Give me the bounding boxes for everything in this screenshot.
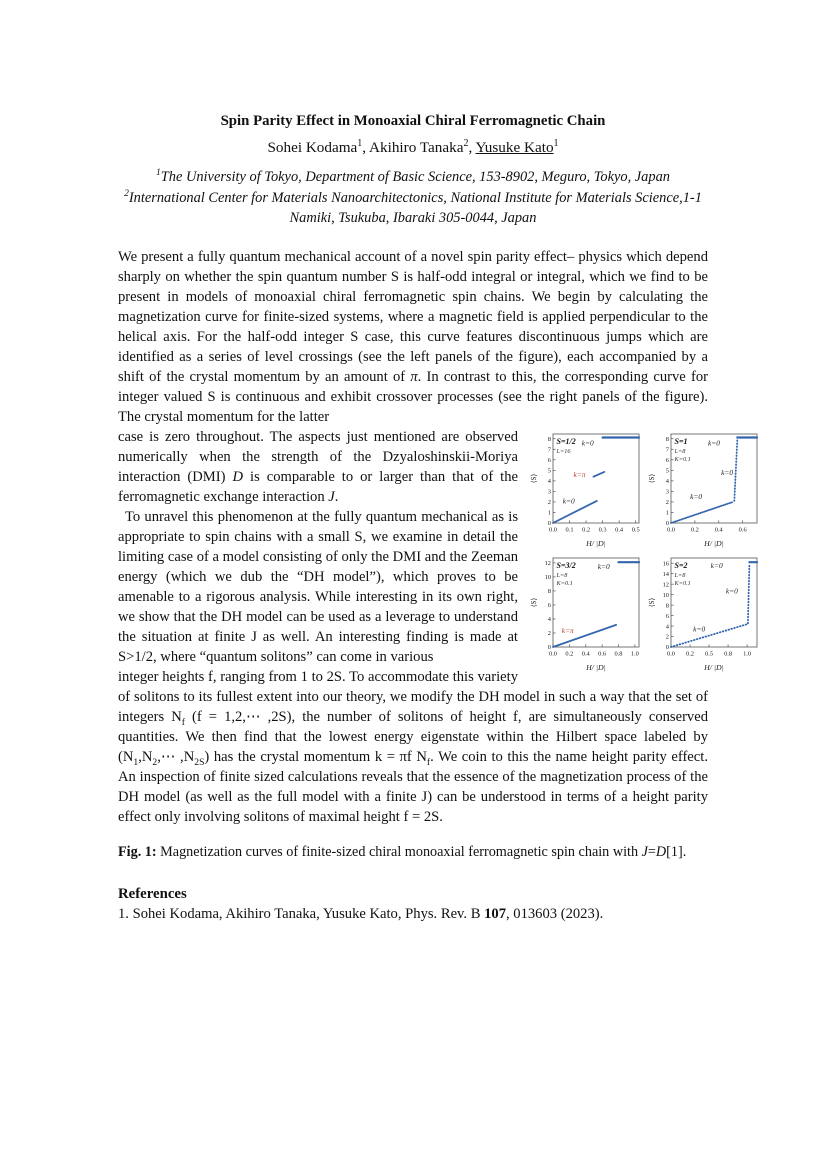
svg-text:8: 8: [547, 587, 551, 595]
svg-text:S=1/2: S=1/2: [556, 436, 576, 446]
svg-text:0.8: 0.8: [724, 650, 733, 658]
svg-text:7: 7: [547, 446, 551, 454]
svg-text:0.2: 0.2: [582, 526, 591, 534]
svg-text:0.2: 0.2: [565, 650, 574, 658]
affiliation-line-2: $^2$International Center for Materials Nanoarchitectonics, National Institute for Materials Science,1-1 Namiki, Tsukuba, Ibaraki 305-0044, Japan: [124, 188, 702, 227]
abstract-paragraph-4: integer heights f, ranging from 1 to 2S. To accommodate this variety of solitons to its fullest extent into our theory, we modify the DH model in such a way that the set of integers $N_f$ (f = 1,2,⋯ ,2S), the number of solitons of height f, are simultaneously conserved quantities. We then find that the lowest energy eigenstate within the Hilbert space labeled by ($N_1,N_2,\cdots$ $,N_{2S}$) has the crystal momentum k = πf $N_f$. We coin to this the name height parity effect. An inspection of finite sized calculations reveals that the essence of the magnetization process of the DH model (as well as the full model with a finite J) can be understood in terms of a height parity effect only involving solitons of maximal height f = 2S.: [118, 668, 708, 825]
svg-text:H/ |D|: H/ |D|: [586, 538, 606, 548]
svg-text:0.4: 0.4: [615, 526, 624, 534]
svg-text:k=0: k=0: [693, 624, 706, 634]
figure-panel-s-three-half: [528, 553, 644, 673]
svg-text:0: 0: [665, 643, 669, 651]
svg-text:K=0.1: K=0.1: [556, 579, 573, 587]
svg-text:8: 8: [547, 435, 551, 443]
svg-text:k=0: k=0: [725, 586, 738, 596]
figure-panel-s-1: [646, 429, 762, 549]
svg-text:2: 2: [665, 633, 669, 641]
svg-text:8: 8: [665, 435, 669, 443]
svg-text:k=0: k=0: [581, 438, 594, 448]
svg-text:4: 4: [665, 477, 669, 485]
svg-text:k=0: k=0: [597, 561, 610, 571]
svg-text:k=0: k=0: [721, 467, 734, 477]
svg-text:0: 0: [665, 519, 669, 527]
svg-text:0.0: 0.0: [667, 650, 675, 658]
figure-panel-s-2: [646, 553, 762, 673]
svg-text:k=π: k=π: [573, 469, 586, 479]
svg-text:K=0.1: K=0.1: [674, 455, 691, 463]
svg-text:6: 6: [665, 612, 669, 620]
svg-text:S=3/2: S=3/2: [556, 560, 576, 570]
svg-text:0.0: 0.0: [549, 650, 557, 658]
svg-text:S=1: S=1: [674, 436, 688, 446]
references-heading: References: [118, 885, 187, 902]
svg-text:⟨S⟩: ⟨S⟩: [530, 597, 538, 607]
abstract-paragraph-1: We present a fully quantum mechanical account of a novel spin parity effect– physics which depend sharply on whether the spin quantum number S is half-odd integral or integral, which we find to be present in models of monoaxial chiral ferromagnetic spin chains. We begin by calculating the magnetization curve for finite-sized systems, where a magnetic field is applied perpendicular to the helical axis. For the half-odd integer S case, this curve features discontinuous jumps which are identified as a series of level crossings (see the left panels of the figure), each accompanied by a shift of the crystal momentum by an amount of π. In contrast to this, the corresponding curve for integer valued S is continuous and exhibit crossover processes (see the right panels of the figure). The crystal momentum for the latter: [118, 248, 708, 425]
svg-text:12: 12: [662, 581, 669, 589]
svg-text:4: 4: [547, 477, 551, 485]
svg-text:⟨S⟩: ⟨S⟩: [648, 473, 656, 483]
svg-text:2: 2: [665, 498, 669, 506]
svg-text:k=0: k=0: [710, 560, 723, 570]
svg-text:⟨S⟩: ⟨S⟩: [648, 597, 656, 607]
svg-text:L=8: L=8: [674, 571, 686, 579]
svg-text:k=0: k=0: [690, 491, 703, 501]
svg-text:5: 5: [665, 467, 669, 475]
svg-text:5: 5: [547, 467, 551, 475]
paper-title: Spin Parity Effect in Monoaxial Chiral Ferromagnetic Chain: [220, 113, 606, 129]
svg-text:1: 1: [665, 509, 669, 517]
svg-text:k=0: k=0: [562, 496, 575, 506]
svg-text:0.1: 0.1: [565, 526, 574, 534]
svg-text:6: 6: [665, 456, 669, 464]
svg-text:0.8: 0.8: [614, 650, 623, 658]
svg-text:0.3: 0.3: [598, 526, 607, 534]
abstract-paragraph-3: To unravel this phenomenon at the fully quantum mechanical as is appropriate to spin chains with a small S, we examine in detail the limiting case of a model consisting of only the DMI and the Zeeman energy (which we dub the “DH model”), which proves to be amenable to a rigorous analysis. While interesting in its own right, we show that the DH model can be used as a leverage to understand the situation at finite J as well. An interesting finding is made at S>1/2, where “quantum solitons” can come in various: [118, 508, 518, 665]
svg-text:10: 10: [662, 591, 669, 599]
svg-text:0.4: 0.4: [581, 650, 590, 658]
svg-text:L=8: L=8: [674, 447, 686, 455]
affiliation-line-1: $^1$The University of Tokyo, Department of Basic Science, 153-8902, Meguro, Tokyo, Japan: [156, 168, 670, 185]
svg-text:0: 0: [547, 643, 551, 651]
svg-text:H/ |D|: H/ |D|: [586, 662, 606, 672]
svg-text:k=π: k=π: [561, 625, 574, 635]
svg-text:K=0.1: K=0.1: [674, 579, 691, 587]
figure-panel-s-half: [528, 429, 644, 549]
svg-text:10: 10: [544, 573, 551, 581]
svg-text:2: 2: [547, 498, 551, 506]
svg-text:0: 0: [547, 519, 551, 527]
svg-text:⟨S⟩: ⟨S⟩: [530, 473, 538, 483]
svg-text:6: 6: [547, 601, 551, 609]
svg-text:0.2: 0.2: [690, 526, 699, 534]
svg-text:2: 2: [547, 629, 551, 637]
svg-text:4: 4: [665, 623, 669, 631]
svg-text:3: 3: [665, 488, 669, 496]
page-content: [118, 0, 752, 923]
svg-text:8: 8: [665, 602, 669, 610]
svg-text:16: 16: [662, 560, 669, 568]
svg-text:0.5: 0.5: [705, 650, 714, 658]
reference-item-1: 1. Sohei Kodama, Akihiro Tanaka, Yusuke Kato, Phys. Rev. B 107, 013603 (2023).: [118, 905, 604, 922]
svg-text:7: 7: [665, 446, 669, 454]
svg-text:6: 6: [547, 456, 551, 464]
abstract-body: [118, 247, 752, 827]
authors-line: Sohei Kodama$^1$, Akihiro Tanaka$^2$, Yusuke Kato$^1$: [267, 137, 559, 156]
svg-text:14: 14: [662, 570, 669, 578]
svg-text:1.0: 1.0: [630, 650, 639, 658]
figure-1: [528, 429, 762, 673]
svg-text:1: 1: [547, 509, 551, 517]
abstract-paragraph-2: case is zero throughout. The aspects just mentioned are observed numerically when the strength of the Dzyaloshinskii-Moriya interaction (DMI) D is comparable to or larger than that of the ferromagnetic exchange interaction J.: [118, 428, 519, 505]
svg-text:1.0: 1.0: [743, 650, 752, 658]
svg-text:k=0: k=0: [708, 438, 720, 448]
svg-text:0.6: 0.6: [598, 650, 607, 658]
svg-text:S=2: S=2: [674, 560, 688, 570]
svg-text:4: 4: [547, 615, 551, 623]
svg-text:0.5: 0.5: [631, 526, 640, 534]
svg-text:12: 12: [544, 559, 551, 567]
svg-text:3: 3: [547, 488, 551, 496]
svg-text:0.0: 0.0: [667, 526, 675, 534]
svg-text:0.4: 0.4: [714, 526, 723, 534]
svg-text:H/ |D|: H/ |D|: [704, 662, 724, 672]
svg-text:H/ |D|: H/ |D|: [704, 538, 724, 548]
svg-text:0.2: 0.2: [686, 650, 695, 658]
svg-text:0.6: 0.6: [738, 526, 747, 534]
svg-text:0.0: 0.0: [549, 526, 557, 534]
svg-text:L=16: L=16: [556, 447, 571, 455]
figure-text-wrap-block: [118, 427, 752, 672]
figure-caption: Fig. 1: Magnetization curves of finite-sized chiral monoaxial ferromagnetic spin chain with J=D[1].: [118, 843, 687, 860]
svg-text:L=8: L=8: [556, 571, 568, 579]
